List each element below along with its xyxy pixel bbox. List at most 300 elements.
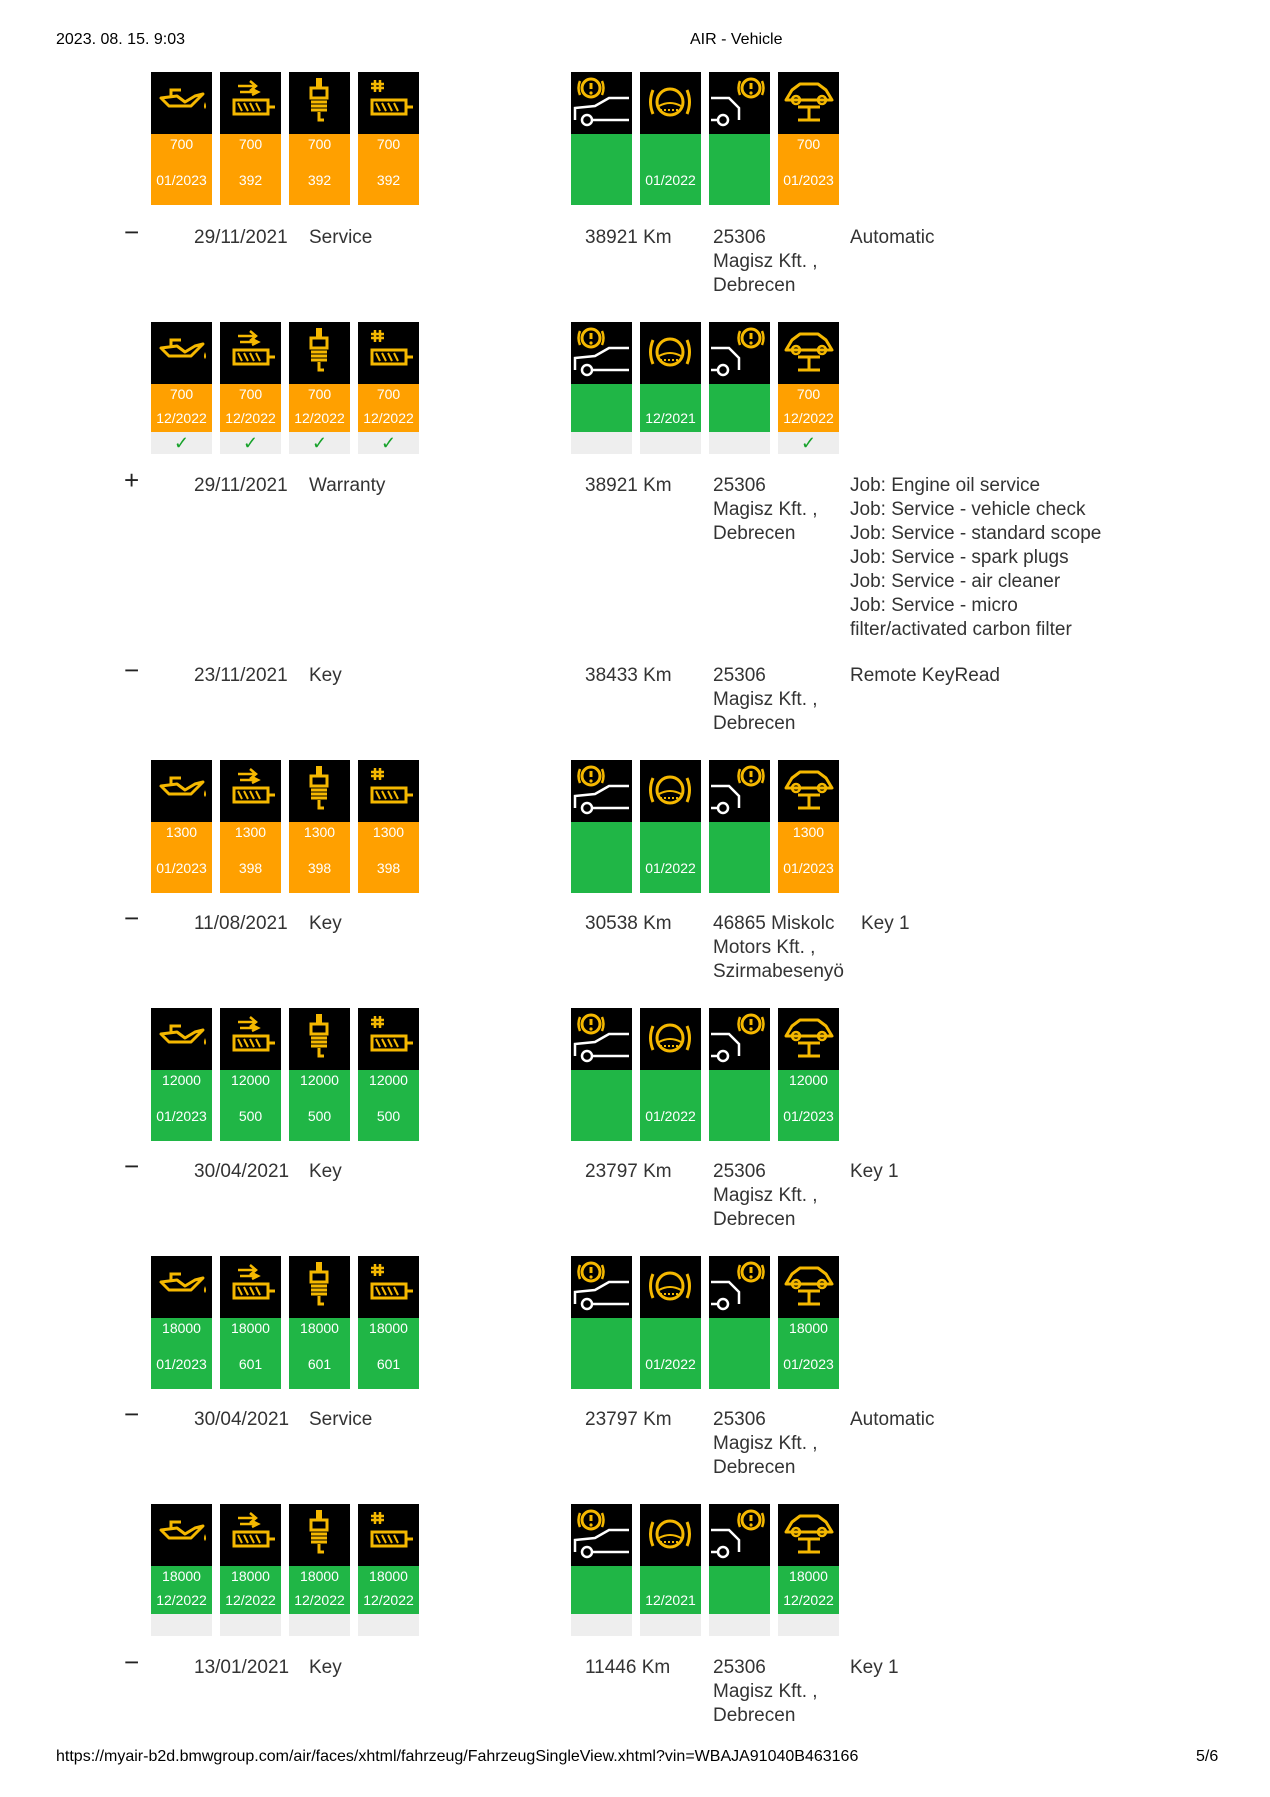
air-filter-icon <box>220 72 281 134</box>
brake-rear-icon <box>709 1008 770 1070</box>
cbs-check-cell <box>571 432 632 454</box>
collapse-toggle[interactable]: − <box>124 217 140 247</box>
cbs-status-green <box>151 1566 212 1614</box>
cbs-tile <box>151 1504 212 1636</box>
cbs-group-left <box>151 760 419 893</box>
cbs-status-green <box>289 1318 350 1389</box>
cbs-due-value: 01/2023 <box>783 1356 834 1372</box>
cbs-remaining-distance: 18000 <box>369 1568 408 1584</box>
cbs-status-green <box>220 1070 281 1141</box>
cbs-check-cell <box>358 1614 419 1636</box>
spark-plug-icon <box>289 1008 350 1070</box>
cbs-due-value: 392 <box>238 172 263 188</box>
entry-note <box>850 1656 899 1680</box>
cbs-due-value: 01/2023 <box>156 860 207 876</box>
air-filter-icon <box>220 322 281 384</box>
air-filter-icon <box>220 1504 281 1566</box>
entry-dealer <box>713 1160 818 1232</box>
cbs-due-value: 01/2022 <box>645 860 696 876</box>
page-url: https://myair-b2d.bmwgroup.com/air/faces/xhtml/fahrzeug/FahrzeugSingleView.xhtml?vin=WBAJA91040B463166 <box>56 1748 859 1765</box>
dealer-line: Magisz Kft. , <box>713 251 818 272</box>
cbs-tile <box>640 760 701 893</box>
cbs-due-value: 01/2022 <box>645 1108 696 1124</box>
entry-date: 11/08/2021 <box>194 913 288 934</box>
note-line: Job: Service - spark plugs <box>850 547 1069 568</box>
cbs-status-orange <box>289 384 350 432</box>
vehicle-check-icon <box>778 760 839 822</box>
note-line: Key 1 <box>850 1657 899 1678</box>
cbs-tile <box>358 1256 419 1389</box>
cbs-tile <box>571 760 632 893</box>
cbs-group-left <box>151 322 419 454</box>
cbs-due-value: 12/2022 <box>156 410 207 426</box>
dealer-line: 25306 <box>713 1657 766 1678</box>
brake-front-icon <box>571 1256 632 1318</box>
cbs-due-value: 12/2022 <box>783 410 834 426</box>
air-filter-icon <box>220 760 281 822</box>
cbs-status-orange <box>778 822 839 893</box>
cbs-group-right <box>571 1504 839 1636</box>
cbs-due-value: 392 <box>376 172 401 188</box>
cbs-tile <box>151 322 212 454</box>
cbs-status-orange <box>220 384 281 432</box>
brake-front-icon <box>571 72 632 134</box>
cbs-remaining-distance: 12000 <box>162 1072 201 1088</box>
cbs-remaining-distance: 700 <box>376 386 401 402</box>
note-line: Job: Service - micro <box>850 595 1018 616</box>
entry-type: Service <box>309 227 373 248</box>
cbs-tile <box>289 1256 350 1389</box>
cbs-due-value: 398 <box>307 860 332 876</box>
brake-rear-icon <box>709 760 770 822</box>
brake-front-icon <box>571 1008 632 1070</box>
cbs-status-green <box>709 1070 770 1141</box>
vehicle-check-icon <box>778 1504 839 1566</box>
cbs-tile <box>778 322 839 454</box>
entry-date: 29/11/2021 <box>194 475 288 496</box>
entry-date: 13/01/2021 <box>194 1657 290 1678</box>
cbs-remaining-distance: 18000 <box>369 1320 408 1336</box>
cbs-remaining-distance: 18000 <box>231 1568 270 1584</box>
cbs-check-cell <box>220 1614 281 1636</box>
cbs-status-green <box>778 1566 839 1614</box>
cbs-tile <box>358 322 419 454</box>
cbs-status-green <box>640 1566 701 1614</box>
cbs-remaining-distance: 12000 <box>369 1072 408 1088</box>
brake-rear-icon <box>709 1256 770 1318</box>
cbs-due-value: 12/2022 <box>294 410 345 426</box>
page-title: AIR - Vehicle <box>690 31 783 48</box>
cbs-tile <box>709 1256 770 1389</box>
cbs-remaining-distance: 18000 <box>300 1320 339 1336</box>
cbs-status-orange <box>358 822 419 893</box>
cbs-due-value: 12/2022 <box>363 1592 414 1608</box>
collapse-toggle[interactable]: − <box>124 903 140 933</box>
vehicle-check-icon <box>778 322 839 384</box>
cbs-status-green <box>571 134 632 205</box>
entry-note <box>861 912 910 936</box>
note-line: Key 1 <box>861 913 910 934</box>
cbs-tile <box>571 1256 632 1389</box>
cbs-tile <box>151 72 212 205</box>
note-line: Job: Engine oil service <box>850 475 1041 496</box>
cbs-status-green <box>709 134 770 205</box>
entry-mileage: 38921 Km <box>585 475 672 496</box>
engine-oil-icon <box>151 1256 212 1318</box>
cbs-due-value: 601 <box>238 1356 263 1372</box>
note-line: Job: Service - vehicle check <box>850 499 1086 520</box>
cbs-tile <box>709 1008 770 1141</box>
cbs-tile <box>289 760 350 893</box>
brake-fluid-icon <box>640 760 701 822</box>
cbs-tile <box>220 1256 281 1389</box>
cbs-status-orange <box>778 384 839 432</box>
cbs-group-right <box>571 1256 839 1389</box>
brake-rear-icon <box>709 72 770 134</box>
cbs-remaining-distance: 700 <box>307 386 332 402</box>
brake-rear-icon <box>709 322 770 384</box>
dealer-line: Debrecen <box>713 275 796 296</box>
cbs-due-value: 398 <box>238 860 263 876</box>
cbs-status-green <box>220 1318 281 1389</box>
cbs-status-orange <box>358 134 419 205</box>
entry-dealer <box>713 474 818 546</box>
cbs-status-green <box>640 1070 701 1141</box>
cbs-status-green <box>571 1566 632 1614</box>
dealer-line: Debrecen <box>713 713 796 734</box>
dealer-line: 25306 <box>713 665 766 686</box>
brake-front-icon <box>571 1504 632 1566</box>
entry-type: Key <box>309 913 342 934</box>
entry-mileage: 38921 Km <box>585 227 672 248</box>
cbs-remaining-distance: 700 <box>376 136 401 152</box>
entry-mileage: 23797 Km <box>585 1161 672 1182</box>
collapse-toggle[interactable]: − <box>124 655 140 685</box>
cbs-status-green <box>640 822 701 893</box>
spark-plug-icon <box>289 72 350 134</box>
cbs-status-green <box>778 1070 839 1141</box>
dealer-line: Debrecen <box>713 1209 796 1230</box>
cbs-tile <box>151 1008 212 1141</box>
collapse-toggle[interactable]: − <box>124 1151 140 1181</box>
cbs-status-green <box>289 1070 350 1141</box>
cbs-tile <box>358 760 419 893</box>
cbs-status-green <box>778 1318 839 1389</box>
entry-date: 23/11/2021 <box>194 665 288 686</box>
cbs-group-left <box>151 1008 419 1141</box>
dealer-line: Debrecen <box>713 1457 796 1478</box>
cbs-tile <box>151 1256 212 1389</box>
dealer-line: 25306 <box>713 475 766 496</box>
cbs-status-green <box>151 1318 212 1389</box>
engine-oil-icon <box>151 72 212 134</box>
entry-type: Key <box>309 1657 342 1678</box>
micro-filter-icon <box>358 1504 419 1566</box>
entry-dealer <box>713 664 818 736</box>
cbs-due-value: 12/2022 <box>225 410 276 426</box>
cbs-check-cell: ✓ <box>778 432 839 454</box>
cbs-status-green <box>709 822 770 893</box>
cbs-status-green <box>709 1318 770 1389</box>
cbs-tile <box>220 1008 281 1141</box>
dealer-line: Magisz Kft. , <box>713 499 818 520</box>
cbs-status-green <box>571 1070 632 1141</box>
cbs-remaining-distance: 700 <box>169 386 194 402</box>
cbs-tile <box>220 322 281 454</box>
cbs-status-green <box>220 1566 281 1614</box>
dealer-line: Debrecen <box>713 523 796 544</box>
cbs-check-cell <box>151 1614 212 1636</box>
cbs-tile <box>289 72 350 205</box>
engine-oil-icon <box>151 1504 212 1566</box>
dealer-line: Magisz Kft. , <box>713 1681 818 1702</box>
spark-plug-icon <box>289 1504 350 1566</box>
cbs-remaining-distance: 1300 <box>792 824 825 840</box>
cbs-due-value: 01/2023 <box>783 1108 834 1124</box>
cbs-remaining-distance: 18000 <box>231 1320 270 1336</box>
cbs-due-value: 01/2022 <box>645 172 696 188</box>
cbs-tile <box>640 322 701 454</box>
cbs-status-orange <box>289 134 350 205</box>
cbs-tile <box>289 1008 350 1141</box>
dealer-line: 25306 <box>713 1161 766 1182</box>
cbs-due-value: 01/2023 <box>156 1108 207 1124</box>
cbs-remaining-distance: 18000 <box>789 1320 828 1336</box>
cbs-remaining-distance: 700 <box>238 386 263 402</box>
cbs-status-green <box>358 1070 419 1141</box>
cbs-due-value: 12/2022 <box>363 410 414 426</box>
cbs-group-right <box>571 72 839 205</box>
cbs-status-orange <box>220 134 281 205</box>
vehicle-check-icon <box>778 72 839 134</box>
cbs-tile <box>640 1008 701 1141</box>
collapse-toggle[interactable]: − <box>124 1647 140 1677</box>
cbs-due-value: 01/2023 <box>156 1356 207 1372</box>
cbs-tile <box>220 72 281 205</box>
entry-note <box>850 226 934 250</box>
cbs-remaining-distance: 1300 <box>165 824 198 840</box>
cbs-status-green <box>640 134 701 205</box>
cbs-due-value: 500 <box>238 1108 263 1124</box>
cbs-status-orange <box>151 384 212 432</box>
cbs-group-right <box>571 1008 839 1141</box>
micro-filter-icon <box>358 322 419 384</box>
brake-front-icon <box>571 760 632 822</box>
cbs-group-left <box>151 1504 419 1636</box>
micro-filter-icon <box>358 72 419 134</box>
cbs-tile <box>709 322 770 454</box>
cbs-due-value: 398 <box>376 860 401 876</box>
dealer-line: 25306 <box>713 227 766 248</box>
cbs-check-cell: ✓ <box>220 432 281 454</box>
entry-mileage: 38433 Km <box>585 665 672 686</box>
cbs-due-value: 12/2021 <box>645 1592 696 1608</box>
entry-type: Key <box>309 1161 342 1182</box>
entry-dealer <box>713 1656 818 1728</box>
entry-date: 29/11/2021 <box>194 227 288 248</box>
cbs-status-green <box>640 1318 701 1389</box>
cbs-status-orange <box>151 822 212 893</box>
note-line: Job: Service - standard scope <box>850 523 1102 544</box>
cbs-check-cell <box>571 1614 632 1636</box>
entry-type: Key <box>309 665 342 686</box>
micro-filter-icon <box>358 1008 419 1070</box>
cbs-tile <box>151 760 212 893</box>
cbs-due-value: 500 <box>376 1108 401 1124</box>
cbs-tile <box>640 72 701 205</box>
cbs-remaining-distance: 18000 <box>162 1320 201 1336</box>
note-line: Key 1 <box>850 1161 899 1182</box>
cbs-tile <box>571 322 632 454</box>
cbs-due-value: 601 <box>307 1356 332 1372</box>
dealer-line: Magisz Kft. , <box>713 1185 818 1206</box>
cbs-due-value: 601 <box>376 1356 401 1372</box>
brake-fluid-icon <box>640 72 701 134</box>
cbs-remaining-distance: 12000 <box>789 1072 828 1088</box>
cbs-remaining-distance: 12000 <box>231 1072 270 1088</box>
cbs-status-green <box>571 1318 632 1389</box>
cbs-due-value: 12/2021 <box>645 410 696 426</box>
cbs-tile <box>778 1256 839 1389</box>
entry-mileage: 30538 Km <box>585 913 672 934</box>
cbs-tile <box>358 1504 419 1636</box>
cbs-due-value: 500 <box>307 1108 332 1124</box>
cbs-group-left <box>151 72 419 205</box>
cbs-tile <box>709 72 770 205</box>
cbs-tile <box>640 1504 701 1636</box>
cbs-check-cell <box>640 432 701 454</box>
cbs-status-green <box>358 1566 419 1614</box>
cbs-tile <box>220 760 281 893</box>
entry-type: Warranty <box>309 475 386 496</box>
entry-note <box>850 474 1101 642</box>
cbs-tile <box>358 1008 419 1141</box>
brake-rear-icon <box>709 1504 770 1566</box>
cbs-check-cell <box>709 432 770 454</box>
entry-note <box>850 1408 934 1432</box>
entry-date: 30/04/2021 <box>194 1409 290 1430</box>
entry-dealer <box>713 226 818 298</box>
dealer-line: 25306 <box>713 1409 766 1430</box>
page-number: 5/6 <box>1196 1748 1219 1765</box>
dealer-line: Magisz Kft. , <box>713 1433 818 1454</box>
entry-mileage: 11446 Km <box>585 1657 671 1678</box>
cbs-remaining-distance: 18000 <box>789 1568 828 1584</box>
cbs-status-green <box>571 822 632 893</box>
cbs-tile <box>709 760 770 893</box>
entry-dealer <box>713 1408 818 1480</box>
cbs-remaining-distance: 1300 <box>234 824 267 840</box>
cbs-status-green <box>709 384 770 432</box>
cbs-check-cell <box>709 1614 770 1636</box>
cbs-status-green <box>571 384 632 432</box>
entry-note <box>850 664 1000 688</box>
dealer-line: Motors Kft. , <box>713 937 816 958</box>
expand-toggle[interactable]: + <box>124 465 140 495</box>
note-line: Remote KeyRead <box>850 665 1000 686</box>
cbs-status-green <box>709 1566 770 1614</box>
cbs-remaining-distance: 700 <box>307 136 332 152</box>
entry-note <box>850 1160 899 1184</box>
cbs-remaining-distance: 700 <box>169 136 194 152</box>
dealer-line: Magisz Kft. , <box>713 689 818 710</box>
engine-oil-icon <box>151 322 212 384</box>
cbs-check-cell: ✓ <box>289 432 350 454</box>
cbs-due-value: 01/2023 <box>156 172 207 188</box>
cbs-remaining-distance: 12000 <box>300 1072 339 1088</box>
entry-dealer <box>713 912 844 984</box>
cbs-due-value: 01/2022 <box>645 1356 696 1372</box>
cbs-tile <box>640 1256 701 1389</box>
cbs-tile <box>778 1008 839 1141</box>
cbs-remaining-distance: 700 <box>238 136 263 152</box>
note-line: Automatic <box>850 227 935 248</box>
cbs-status-green <box>358 1318 419 1389</box>
cbs-due-value: 01/2023 <box>783 172 834 188</box>
cbs-remaining-distance: 700 <box>796 136 821 152</box>
cbs-check-cell <box>289 1614 350 1636</box>
cbs-remaining-distance: 18000 <box>300 1568 339 1584</box>
air-filter-icon <box>220 1008 281 1070</box>
engine-oil-icon <box>151 1008 212 1070</box>
note-line: Automatic <box>850 1409 935 1430</box>
cbs-remaining-distance: 18000 <box>162 1568 201 1584</box>
dealer-line: Szirmabesenyö <box>713 961 844 982</box>
cbs-check-cell <box>778 1614 839 1636</box>
micro-filter-icon <box>358 760 419 822</box>
cbs-due-value: 12/2022 <box>156 1592 207 1608</box>
spark-plug-icon <box>289 322 350 384</box>
spark-plug-icon <box>289 1256 350 1318</box>
cbs-due-value: 392 <box>307 172 332 188</box>
collapse-toggle[interactable]: − <box>124 1399 140 1429</box>
cbs-tile <box>571 1008 632 1141</box>
micro-filter-icon <box>358 1256 419 1318</box>
air-filter-icon <box>220 1256 281 1318</box>
dealer-line: 46865 Miskolc <box>713 913 835 934</box>
cbs-tile <box>571 72 632 205</box>
cbs-status-orange <box>151 134 212 205</box>
cbs-due-value: 12/2022 <box>783 1592 834 1608</box>
cbs-remaining-distance: 1300 <box>303 824 336 840</box>
cbs-tile <box>358 72 419 205</box>
dealer-line: Debrecen <box>713 1705 796 1726</box>
brake-fluid-icon <box>640 1008 701 1070</box>
cbs-status-green <box>640 384 701 432</box>
cbs-status-green <box>289 1566 350 1614</box>
cbs-tile <box>289 1504 350 1636</box>
vehicle-check-icon <box>778 1008 839 1070</box>
cbs-group-left <box>151 1256 419 1389</box>
cbs-tile <box>220 1504 281 1636</box>
cbs-check-cell <box>640 1614 701 1636</box>
cbs-remaining-distance: 1300 <box>372 824 405 840</box>
brake-front-icon <box>571 322 632 384</box>
entry-type: Service <box>309 1409 373 1430</box>
spark-plug-icon <box>289 760 350 822</box>
cbs-due-value: 12/2022 <box>294 1592 345 1608</box>
cbs-status-orange <box>220 822 281 893</box>
cbs-status-orange <box>289 822 350 893</box>
cbs-check-cell: ✓ <box>358 432 419 454</box>
vehicle-check-icon <box>778 1256 839 1318</box>
cbs-status-orange <box>778 134 839 205</box>
cbs-remaining-distance: 700 <box>796 386 821 402</box>
note-line: Job: Service - air cleaner <box>850 571 1061 592</box>
cbs-group-right <box>571 322 839 454</box>
cbs-check-cell: ✓ <box>151 432 212 454</box>
cbs-tile <box>778 1504 839 1636</box>
